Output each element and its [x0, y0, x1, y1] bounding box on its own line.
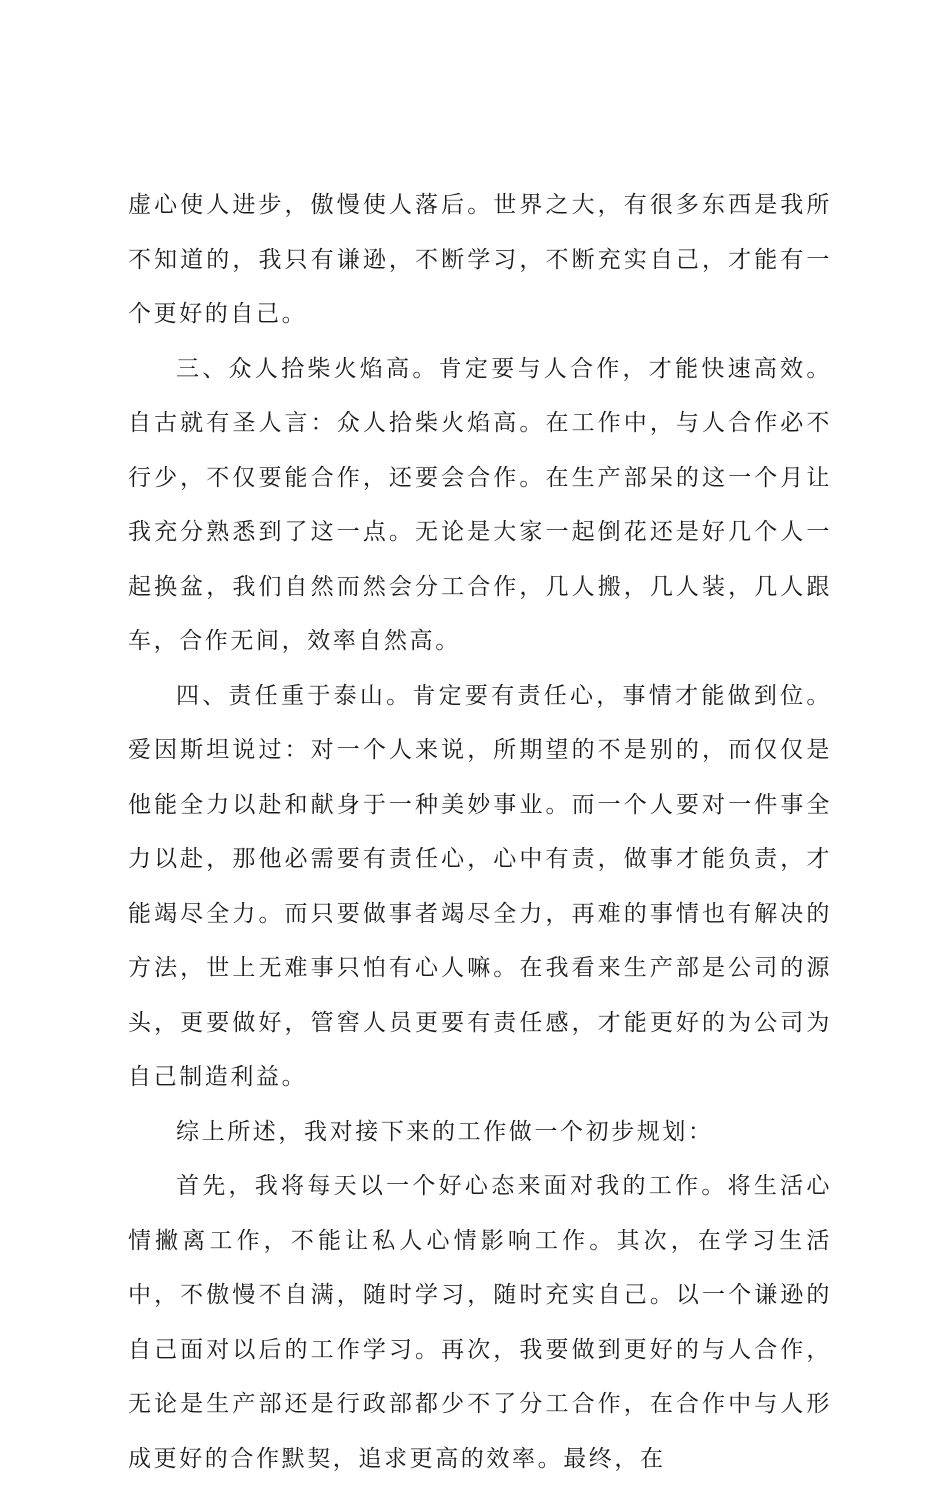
paragraph-humility: 虚心使人进步，傲慢使人落后。世界之大，有很多东西是我所不知道的，我只有谦逊，不断学习，不断充实自己，才能有一个更好的自己。 [128, 192, 832, 327]
paragraph-responsibility: 四、责任重于泰山。肯定要有责任心，事情才能做到位。爱因斯坦说过：对一个人来说，所期望的不是别的，而仅仅是他能全力以赴和献身于一种美妙事业。而一个人要对一件事全力以赴，那他必需要有责任心，心中有责，做事才能负责，才能竭尽全力。而只要做事者竭尽全力，再难的事情也有解决的方法，世上无难事只怕有心人嘛。在我看来生产部是公司的源头，更要做好，管窖人员更要有责任感，才能更好的为公司为自己制造利益。 [128, 682, 832, 1090]
paragraph-plan: 首先，我将每天以一个好心态来面对我的工作。将生活心情撇离工作，不能让私人心情影响工作。其次，在学习生活中，不傲慢不自满，随时学习，随时充实自己。以一个谦逊的自己面对以后的工作学习。再次，我要做到更好的与人合作，无论是生产部还是行政部都少不了分工合作，在合作中与人形成更好的合作默契，追求更高的效率。最终，在 [128, 1173, 832, 1472]
paragraph-teamwork: 三、众人拾柴火焰高。肯定要与人合作，才能快速高效。自古就有圣人言：众人拾柴火焰高。在工作中，与人合作必不行少，不仅要能合作，还要会合作。在生产部呆的这一个月让我充分熟悉到了这一点。无论是大家一起倒花还是好几个人一起换盆，我们自然而然会分工合作，几人搬，几人装，几人跟车，合作无间，效率自然高。 [128, 355, 832, 654]
paragraph-summary: 综上所述，我对接下来的工作做一个初步规划： [176, 1118, 714, 1145]
document-body [128, 178, 832, 1486]
